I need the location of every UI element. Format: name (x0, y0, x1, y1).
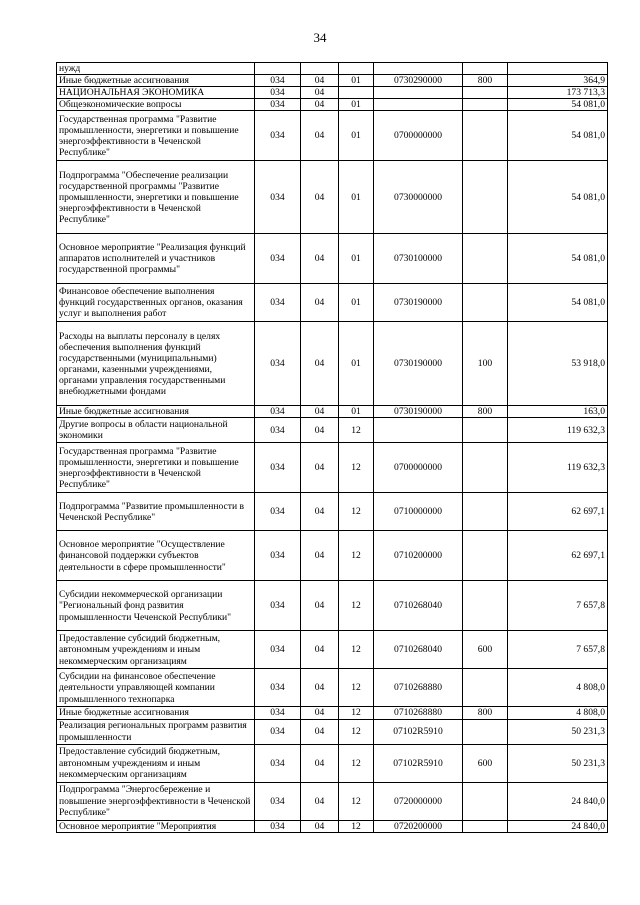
section-code-cell: 04 (301, 406, 339, 418)
table-row (57, 284, 608, 322)
expense-type-cell (463, 87, 508, 99)
article-name-cell: Подпрограмма "Развитие промышленности в Чеченской Республике" (57, 493, 255, 531)
target-article-cell (374, 418, 463, 443)
budget-table (56, 62, 608, 833)
target-article-cell: 0730290000 (374, 75, 463, 87)
subsection-code-cell: 01 (339, 322, 374, 406)
article-name-cell: Общеэкономические вопросы (57, 99, 255, 111)
expense-type-cell: 600 (463, 744, 508, 782)
amount-cell: 364,9 (508, 75, 608, 87)
department-code-cell: 034 (255, 99, 301, 111)
expense-type-cell: 100 (463, 322, 508, 406)
table-row (57, 531, 608, 581)
expense-type-cell (463, 161, 508, 234)
department-code-cell: 034 (255, 234, 301, 284)
section-code-cell: 04 (301, 234, 339, 284)
amount-cell: 54 081,0 (508, 161, 608, 234)
section-code-cell: 04 (301, 631, 339, 669)
amount-cell: 119 632,3 (508, 418, 608, 443)
article-name-cell: Финансовое обеспечение выполнения функций государственных органов, оказания услуг и выполнения работ (57, 284, 255, 322)
table-row (57, 581, 608, 631)
department-code-cell: 034 (255, 707, 301, 719)
section-code-cell: 04 (301, 707, 339, 719)
subsection-code-cell (339, 63, 374, 75)
target-article-cell (374, 63, 463, 75)
target-article-cell: 0700000000 (374, 443, 463, 493)
article-name-cell: Субсидии на финансовое обеспечение деятельности управляющей компании промышленного технопарка (57, 669, 255, 707)
section-code-cell: 04 (301, 87, 339, 99)
subsection-code-cell: 12 (339, 418, 374, 443)
amount-cell: 119 632,3 (508, 443, 608, 493)
section-code-cell: 04 (301, 782, 339, 820)
expense-type-cell (463, 284, 508, 322)
department-code-cell: 034 (255, 322, 301, 406)
subsection-code-cell: 01 (339, 111, 374, 161)
subsection-code-cell (339, 87, 374, 99)
subsection-code-cell: 12 (339, 744, 374, 782)
amount-cell: 4 808,0 (508, 707, 608, 719)
department-code-cell: 034 (255, 418, 301, 443)
expense-type-cell (463, 531, 508, 581)
amount-cell: 53 918,0 (508, 322, 608, 406)
section-code-cell: 04 (301, 820, 339, 832)
amount-cell: 24 840,0 (508, 782, 608, 820)
expense-type-cell (463, 782, 508, 820)
department-code-cell: 034 (255, 284, 301, 322)
table-row (57, 707, 608, 719)
amount-cell: 62 697,1 (508, 531, 608, 581)
section-code-cell: 04 (301, 418, 339, 443)
article-name-cell: нужд (57, 63, 255, 75)
department-code-cell: 034 (255, 782, 301, 820)
table-row (57, 406, 608, 418)
expense-type-cell: 800 (463, 707, 508, 719)
amount-cell: 4 808,0 (508, 669, 608, 707)
section-code-cell: 04 (301, 744, 339, 782)
target-article-cell (374, 99, 463, 111)
subsection-code-cell: 12 (339, 443, 374, 493)
section-code-cell: 04 (301, 284, 339, 322)
target-article-cell: 0710268880 (374, 669, 463, 707)
section-code-cell: 04 (301, 493, 339, 531)
article-name-cell: Иные бюджетные ассигнования (57, 75, 255, 87)
expense-type-cell (463, 669, 508, 707)
subsection-code-cell: 01 (339, 234, 374, 284)
department-code-cell: 034 (255, 820, 301, 832)
subsection-code-cell: 01 (339, 75, 374, 87)
target-article-cell: 0710268040 (374, 581, 463, 631)
department-code-cell: 034 (255, 406, 301, 418)
subsection-code-cell: 01 (339, 284, 374, 322)
amount-cell: 50 231,3 (508, 744, 608, 782)
article-name-cell: Основное мероприятие "Мероприятия (57, 820, 255, 832)
amount-cell: 54 081,0 (508, 284, 608, 322)
table-row (57, 161, 608, 234)
expense-type-cell (463, 418, 508, 443)
article-name-cell: Другие вопросы в области национальной экономики (57, 418, 255, 443)
table-row (57, 744, 608, 782)
target-article-cell: 0730100000 (374, 234, 463, 284)
subsection-code-cell: 12 (339, 782, 374, 820)
expense-type-cell (463, 581, 508, 631)
table-row (57, 493, 608, 531)
department-code-cell: 034 (255, 111, 301, 161)
table-row (57, 87, 608, 99)
table-row (57, 234, 608, 284)
target-article-cell: 07102R5910 (374, 744, 463, 782)
subsection-code-cell: 12 (339, 581, 374, 631)
section-code-cell: 04 (301, 75, 339, 87)
amount-cell: 7 657,8 (508, 631, 608, 669)
article-name-cell: Реализация региональных программ развития промышленности (57, 719, 255, 744)
article-name-cell: Субсидии некоммерческой организации "Региональный фонд развития промышленности Чеченской Республики" (57, 581, 255, 631)
page-number: 34 (313, 30, 327, 45)
article-name-cell: Основное мероприятие "Осуществление финансовой поддержки субъектов деятельности в сфере промышленности" (57, 531, 255, 581)
target-article-cell: 0700000000 (374, 111, 463, 161)
department-code-cell: 034 (255, 75, 301, 87)
table-row (57, 75, 608, 87)
target-article-cell: 0710000000 (374, 493, 463, 531)
section-code-cell: 04 (301, 322, 339, 406)
department-code-cell (255, 63, 301, 75)
expense-type-cell: 600 (463, 631, 508, 669)
department-code-cell: 034 (255, 669, 301, 707)
section-code-cell: 04 (301, 111, 339, 161)
department-code-cell: 034 (255, 631, 301, 669)
table-row (57, 820, 608, 832)
amount-cell: 54 081,0 (508, 234, 608, 284)
amount-cell: 7 657,8 (508, 581, 608, 631)
expense-type-cell (463, 493, 508, 531)
table-row (57, 443, 608, 493)
target-article-cell (374, 87, 463, 99)
amount-cell: 50 231,3 (508, 719, 608, 744)
target-article-cell: 0730000000 (374, 161, 463, 234)
subsection-code-cell: 12 (339, 820, 374, 832)
department-code-cell: 034 (255, 719, 301, 744)
section-code-cell: 04 (301, 443, 339, 493)
table-row (57, 99, 608, 111)
department-code-cell: 034 (255, 87, 301, 99)
expense-type-cell (463, 111, 508, 161)
target-article-cell: 0720200000 (374, 820, 463, 832)
table-row (57, 782, 608, 820)
table-row (57, 111, 608, 161)
department-code-cell: 034 (255, 443, 301, 493)
article-name-cell: Предоставление субсидий бюджетным, автономным учреждениям и иным некоммерческим организациям (57, 744, 255, 782)
expense-type-cell (463, 63, 508, 75)
article-name-cell: НАЦИОНАЛЬНАЯ ЭКОНОМИКА (57, 87, 255, 99)
table-row (57, 322, 608, 406)
article-name-cell: Иные бюджетные ассигнования (57, 707, 255, 719)
section-code-cell: 04 (301, 99, 339, 111)
budget-table-body (57, 63, 608, 833)
subsection-code-cell: 12 (339, 531, 374, 581)
target-article-cell: 0730190000 (374, 322, 463, 406)
subsection-code-cell: 01 (339, 406, 374, 418)
amount-cell: 24 840,0 (508, 820, 608, 832)
article-name-cell: Государственная программа "Развитие промышленности, энергетики и повышение энергоэффективности в Чеченской Республике" (57, 443, 255, 493)
target-article-cell: 0710268880 (374, 707, 463, 719)
target-article-cell: 0710200000 (374, 531, 463, 581)
expense-type-cell (463, 719, 508, 744)
article-name-cell: Иные бюджетные ассигнования (57, 406, 255, 418)
subsection-code-cell: 12 (339, 631, 374, 669)
table-row (57, 418, 608, 443)
article-name-cell: Государственная программа "Развитие промышленности, энергетики и повышение энергоэффективности в Чеченской Республике" (57, 111, 255, 161)
amount-cell: 62 697,1 (508, 493, 608, 531)
table-row (57, 719, 608, 744)
target-article-cell: 0730190000 (374, 284, 463, 322)
expense-type-cell (463, 99, 508, 111)
target-article-cell: 0720000000 (374, 782, 463, 820)
amount-cell: 163,0 (508, 406, 608, 418)
target-article-cell: 0730190000 (374, 406, 463, 418)
section-code-cell: 04 (301, 669, 339, 707)
table-row (57, 631, 608, 669)
article-name-cell: Предоставление субсидий бюджетным, автономным учреждениям и иным некоммерческим организациям (57, 631, 255, 669)
expense-type-cell (463, 820, 508, 832)
department-code-cell: 034 (255, 581, 301, 631)
section-code-cell (301, 63, 339, 75)
expense-type-cell: 800 (463, 406, 508, 418)
amount-cell: 54 081,0 (508, 99, 608, 111)
amount-cell: 54 081,0 (508, 111, 608, 161)
expense-type-cell (463, 443, 508, 493)
department-code-cell: 034 (255, 531, 301, 581)
article-name-cell: Основное мероприятие "Реализация функций аппаратов исполнителей и участников государственной программы" (57, 234, 255, 284)
article-name-cell: Расходы на выплаты персоналу в целях обеспечения выполнения функций государственными (муниципальными) органами, казенными учреждениями, органами управления государственными внебюджетными фондами (57, 322, 255, 406)
table-row (57, 669, 608, 707)
amount-cell (508, 63, 608, 75)
section-code-cell: 04 (301, 161, 339, 234)
department-code-cell: 034 (255, 161, 301, 234)
article-name-cell: Подпрограмма "Обеспечение реализации государственной программы "Развитие промышленности, энергетики и повышение энергоэффективности в Чеченской Республике" (57, 161, 255, 234)
subsection-code-cell: 12 (339, 719, 374, 744)
section-code-cell: 04 (301, 531, 339, 581)
section-code-cell: 04 (301, 581, 339, 631)
table-row (57, 63, 608, 75)
department-code-cell: 034 (255, 493, 301, 531)
article-name-cell: Подпрограмма "Энергосбережение и повышение энергоэффективности в Чеченской Республике" (57, 782, 255, 820)
target-article-cell: 0710268040 (374, 631, 463, 669)
expense-type-cell: 800 (463, 75, 508, 87)
subsection-code-cell: 01 (339, 161, 374, 234)
subsection-code-cell: 01 (339, 99, 374, 111)
department-code-cell: 034 (255, 744, 301, 782)
section-code-cell: 04 (301, 719, 339, 744)
target-article-cell: 07102R5910 (374, 719, 463, 744)
expense-type-cell (463, 234, 508, 284)
amount-cell: 173 713,3 (508, 87, 608, 99)
subsection-code-cell: 12 (339, 669, 374, 707)
subsection-code-cell: 12 (339, 493, 374, 531)
subsection-code-cell: 12 (339, 707, 374, 719)
